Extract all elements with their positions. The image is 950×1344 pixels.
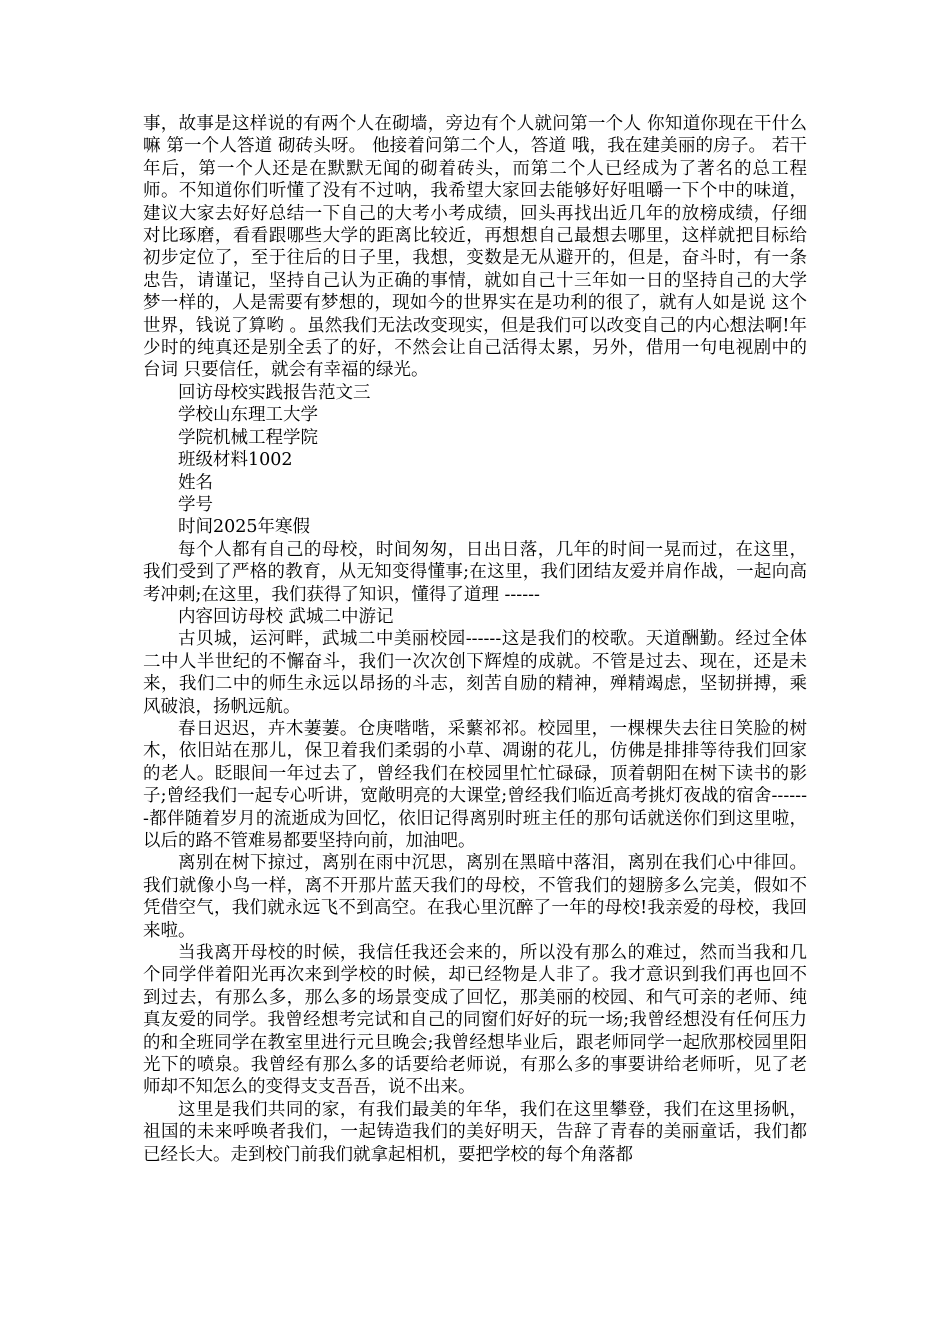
field-student-id: 学号 (178, 494, 213, 515)
field-college: 学院机械工程学院 (178, 427, 318, 448)
field-time: 时间2025年寒假 (178, 517, 311, 538)
paragraph-spring: 春日迟迟，卉木萋萋。仓庚喈喈，采蘩祁祁。校园里，一棵棵失去往日笑脸的树木，依旧站在那儿，保卫着我们柔弱的小草、凋谢的花儿，仿佛是排排等待我们回家的老人。眨眼间一年过去了，曾经我们在校园里忙忙碌碌，顶着朝阳在树下读书的影子;曾经我们一起专心听讲，宽敞明亮的大课堂;曾经我们临近高考挑灯夜战的宿舍-------都伴随着岁月的流逝成为回忆，依旧记得离别时班主任的那句话就送你们到这里啦，以后的路不管难易都要坚持向前，加油吧。 (143, 718, 807, 851)
field-school: 学校山东理工大学 (178, 405, 318, 426)
field-name: 姓名 (178, 472, 213, 493)
field-class: 班级材料1002 (178, 450, 293, 471)
paragraph-home: 这里是我们共同的家，有我们最美的年华，我们在这里攀登，我们在这里扬帆，祖国的未来呼唤者我们，一起铸造我们的美好明天，告辞了青春的美丽童话，我们都已经长大。走到校门前我们就拿起相机，要把学校的每个角落都 (143, 1099, 807, 1165)
document-body (143, 113, 807, 1166)
report-title: 回访母校实践报告范文三 (178, 382, 371, 403)
paragraph-return: 当我离开母校的时候，我信任我还会来的，所以没有那么的难过，然而当我和几个同学伴着阳光再次来到学校的时候，却已经物是人非了。我才意识到我们再也回不到过去，有那么多，那么多的场景变成了回忆，那美丽的校园、和气可亲的老师、纯真友爱的同学。我曾经想考完试和自己的同窗们好好的玩一场;我曾经想没有任何压力的和全班同学在教室里进行元旦晚会;我曾经想毕业后，跟老师同学一起欣那校园里阳光下的喷泉。我曾经有那么多的话要给老师说，有那么多的事要讲给老师听，见了老师却不知怎么的变得支支吾吾，说不出来。 (143, 943, 807, 1098)
paragraph-farewell: 离别在树下掠过，离别在雨中沉思，离别在黑暗中落泪，离别在我们心中徘回。我们就像小鸟一样，离不开那片蓝天我们的母校，不管我们的翅膀多么完美，假如不凭借空气，我们就永远飞不到高空。在我心里沉醉了一年的母校!我亲爱的母校，我回来啦。 (143, 853, 807, 941)
field-content: 内容回访母校 武城二中游记 (178, 606, 394, 627)
paragraph-intro: 每个人都有自己的母校，时间匆匆，日出日落，几年的时间一晃而过，在这里，我们受到了严格的教育，从无知变得懂事;在这里，我们团结友爱并肩作战，一起向高考冲刺;在这里，我们获得了知识，懂得了道理 ------ (143, 539, 807, 605)
paragraph-school-song: 古贝城，运河畔，武城二中美丽校园------这是我们的校歌。天道酬勤。经过全体二中人半世纪的不懈奋斗，我们一次次创下辉煌的成就。不管是过去、现在，还是未来，我们二中的师生永远以昂扬的斗志，刻苦自励的精神，殚精竭虑，坚韧拼搏，乘风破浪，扬帆远航。 (143, 629, 807, 717)
paragraph-story: 事，故事是这样说的有两个人在砌墙，旁边有个人就问第一个人 你知道你现在干什么嘛 第一个人答道 砌砖头呀。 他接着问第二个人，答道 哦，我在建美丽的房子。 若干年后，第一个人还是在默默无闻的砌着砖头，而第二个人已经成为了著名的总工程师。不知道你们听懂了没有不过呐，我希望大家回去能够好好咀嚼一下个中的味道，建议大家去好好总结一下自己的大考小考成绩，回头再找出近几年的放榜成绩，仔细对比琢磨，看看跟哪些大学的距离比较近，再想想自己最想去哪里，这样就把目标给初步定位了，至于往后的日子里，我想，变数是无从避开的，但是，奋斗时，有一条忠告，请谨记，坚持自己认为正确的事情，就如自己十三年如一日的坚持自己的大学梦一样的，人是需要有梦想的，现如今的世界实在是功利的很了，就有人如是说 这个世界，钱说了算哟 。虽然我们无法改变现实，但是我们可以改变自己的内心想法啊!年少时的纯真还是别全丢了的好，不然会让自己活得太累，另外，借用一句电视剧中的台词 只要信任，就会有幸福的绿光。 (143, 114, 807, 381)
